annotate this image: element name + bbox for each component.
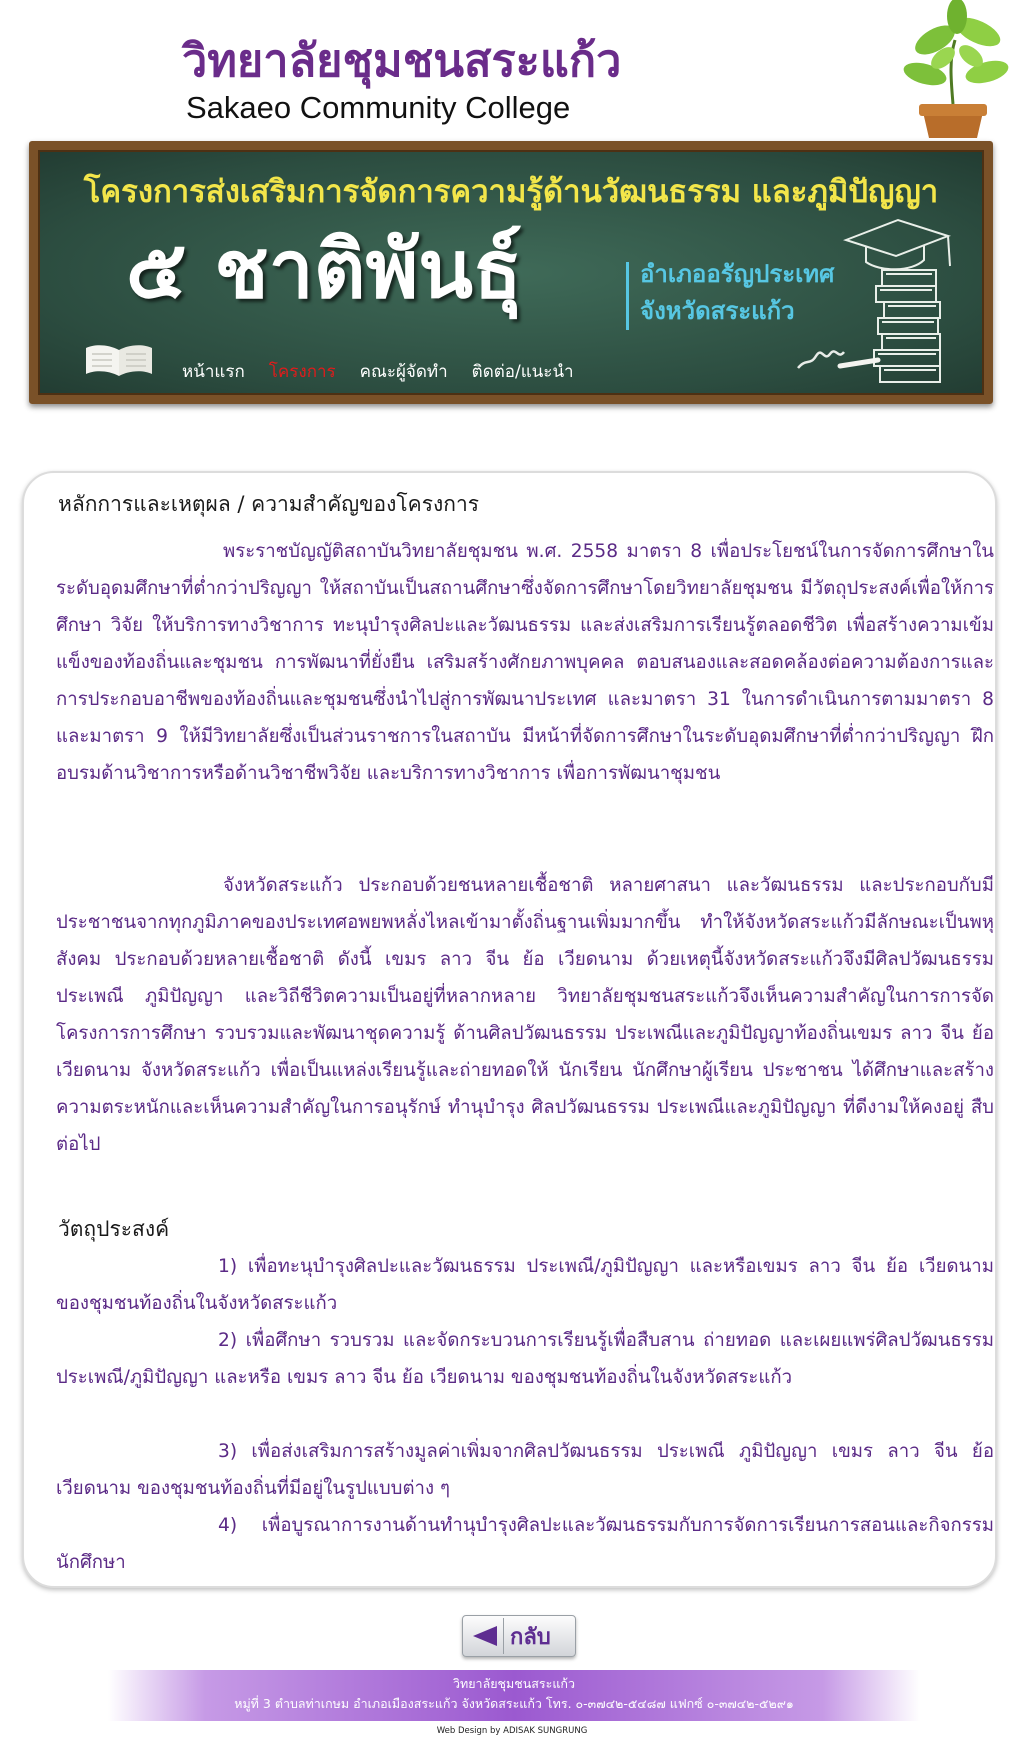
back-button[interactable] <box>462 1615 576 1657</box>
open-book-icon <box>84 342 154 378</box>
banner-location <box>640 256 834 330</box>
objective-item: 4) เพื่อบูรณาการงานด้านทำนุบำรุงศิลปะและวัฒนธรรมกับการจัดการเรียนการสอนและกิจกรรมนักศึกษา <box>56 1515 994 1573</box>
nav-team[interactable]: คณะผู้จัดทำ <box>359 362 448 382</box>
objectives-heading: วัตถุประสงค์ <box>58 1217 170 1241</box>
web-design-credit: Web Design by ADISAK SUNGRUNG <box>436 1726 588 1736</box>
nav-home[interactable]: หน้าแรก <box>182 362 245 382</box>
chalkboard-banner <box>29 141 993 404</box>
objective-item: 3) เพื่อส่งเสริมการสร้างมูลค่าเพิ่มจากศิลปวัฒนธรรม ประเพณี ภูมิปัญญา เขมร ลาว จีน ย้อ เวียดนาม ของชุมชนท้องถิ่นที่มีอยู่ในรูปแบบต่าง ๆ <box>56 1441 994 1499</box>
chalk-scribble-icon <box>794 336 884 376</box>
rationale-paragraph-1: พระราชบัญญัติสถาบันวิทยาลัยชุมชน พ.ศ. 2558 มาตรา 8 เพื่อประโยชน์ในการจัดการศึกษาในระดับอุดมศึกษาที่ต่ำกว่าปริญญา ให้สถาบันเป็นสถานศึกษาซึ่งจัดการศึกษาโดยวิทยาลัยชุมชน มีวัตถุประสงค์เพื่อให้การศึกษา วิจัย ให้บริการทางวิชาการ ทะนุบำรุงศิลปะและวัฒนธรรม และส่งเสริมการเรียนรู้ตลอดชีวิต เพื่อสร้างความเข้มแข็งของท้องถิ่นและชุมชน การพัฒนาที่ยั่งยืน เสริมสร้างศักยภาพบุคคล ตอบสนองและสอดคล้องต่อความต้องการและการประกอบอาชีพของท้องถิ่นและชุมชนซึ่งนำไปสู่การพัฒนาประเทศ และมาตรา 31 ในการดำเนินการตามมาตรา 8 และมาตรา 9 ให้มีวิทยาลัยซึ่งเป็นส่วนราชการในสถาบัน มีหน้าที่จัดการศึกษาในระดับอุดมศึกษาที่ต่ำกว่าปริญญา ฝึกอบรมด้านวิชาการหรือด้านวิชาชีพวิจัย และบริการทางวิชาการ เพื่อการพัฒนาชุมชน <box>56 541 994 784</box>
footer-address: หมู่ที่ 3 ตำบลท่าเกษม อำเภอเมืองสระแก้ว จังหวัดสระแก้ว โทร. ๐-๓๗๔๒-๕๔๘๗ แฟกซ์ ๐-๓๗๔๒-๕๒๙๑ <box>234 1696 794 1711</box>
rationale-heading: หลักการและเหตุผล / ความสำคัญของโครงการ <box>58 492 480 516</box>
footer-college-name: วิทยาลัยชุมชนสระแก้ว <box>452 1676 576 1691</box>
objective-item: 2) เพื่อศึกษา รวบรวม และจัดกระบวนการเรียนรู้เพื่อสืบสาน ถ่ายทอด และเผยแพร่ศิลปวัฒนธรรม ประเพณี/ภูมิปัญญา และหรือ เขมร ลาว จีน ย้อ เวียดนาม ของชุมชนท้องถิ่นในจังหวัดสระแก้ว <box>56 1330 994 1388</box>
banner-big-title: ๕ ชาติพันธุ์ <box>126 223 522 316</box>
content-card <box>22 471 997 1588</box>
left-arrow-icon <box>473 1626 497 1646</box>
banner-province: จังหวัดสระแก้ว <box>640 297 795 325</box>
potted-plant-icon <box>883 0 1024 142</box>
back-button-label: กลับ <box>510 1624 551 1650</box>
rationale-paragraph-2: จังหวัดสระแก้ว ประกอบด้วยชนหลายเชื้อชาติ หลายศาสนา และวัฒนธรรม และประกอบกับมีประชาชนจากทุกภูมิภาคของประเทศอพยพหลั่งไหลเข้ามาตั้งถิ่นฐานเพิ่มมากขึ้น ทำให้จังหวัดสระแก้วมีลักษณะเป็นพหุสังคม ประกอบด้วยหลายเชื้อชาติ ดังนี้ เขมร ลาว จีน ย้อ เวียดนาม ด้วยเหตุนี้จังหวัดสระแก้วจึงมีศิลปวัฒนธรรม ประเพณี ภูมิปัญญา และวิถีชีวิตความเป็นอยู่ที่หลากหลาย วิทยาลัยชุมชนสระแก้วจึงเห็นความสำคัญในการการจัดโครงการการศึกษา รวบรวมและพัฒนาชุดความรู้ ด้านศิลปวัฒนธรรม ประเพณีและภูมิปัญญาท้องถิ่นเขมร ลาว จีน ย้อ เวียดนาม จังหวัดสระแก้ว เพื่อเป็นแหล่งเรียนรู้และถ่ายทอดให้ นักเรียน นักศึกษาผู้เรียน ประชาชน ได้ศึกษาและสร้างความตระหนักและเห็นความสำคัญในการอนุรักษ์ ทำนุบำรุง ศิลปวัฒนธรรม ประเพณีและภูมิปัญญา ที่ดีงามให้คงอยู่ สืบต่อไป <box>56 875 994 1155</box>
banner-district: อำเภออรัญประเทศ <box>640 260 835 288</box>
footer <box>108 1670 920 1721</box>
college-name-thai: วิทยาลัยชุมชนสระแก้ว <box>182 34 622 87</box>
nav-project[interactable]: โครงการ <box>268 362 336 382</box>
nav-contact[interactable]: ติดต่อ/แนะนำ <box>471 362 574 382</box>
project-title: โครงการส่งเสริมการจัดการความรู้ด้านวัฒนธรรม และภูมิปัญญา <box>83 174 939 210</box>
banner-divider <box>626 262 629 330</box>
button-divider <box>503 1618 504 1654</box>
objective-item: 1) เพื่อทะนุบำรุงศิลปะและวัฒนธรรม ประเพณี/ภูมิปัญญา และหรือเขมร ลาว จีน ย้อ เวียดนาม ของชุมชนท้องถิ่นในจังหวัดสระแก้ว <box>56 1256 994 1314</box>
main-nav <box>182 358 574 385</box>
college-name-english: Sakaeo Community College <box>186 90 571 125</box>
